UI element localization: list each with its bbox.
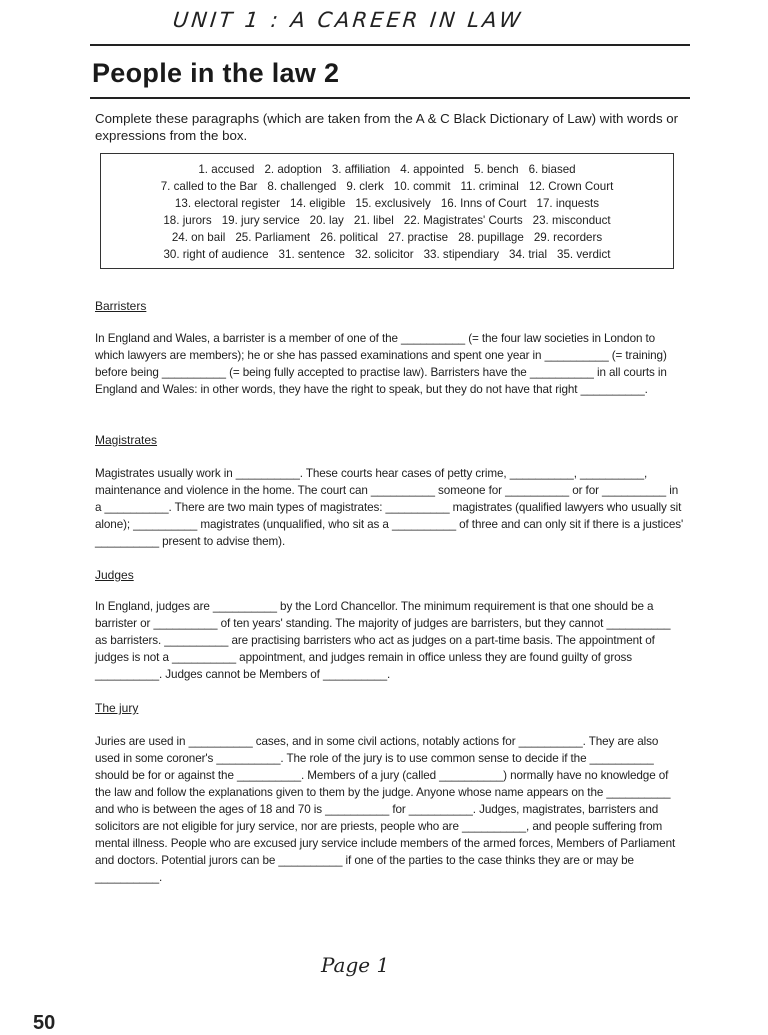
word-box-line xyxy=(105,178,669,195)
top-rule xyxy=(90,44,690,46)
word-box-item: 16. Inns of Court xyxy=(440,197,527,210)
word-box-item: 17. inquests xyxy=(536,197,600,210)
word-box-item: 4. appointed xyxy=(400,163,465,176)
word-box-line xyxy=(105,229,669,246)
paragraph-magistrates: Magistrates usually work in __________. These courts hear cases of petty crime, __________, __________, maintenance and violence in the home. The court can __________ someone for __________ or for __________ in a __________. There are two main types of magistrates: __________ magistrates (qualified lawyers who usually sit alone); __________ magistrates (unqualified, who sit as a __________ of three and can only sit if there is a justices' __________ present to advise them). xyxy=(95,467,684,548)
word-box-item: 31. sentence xyxy=(278,248,345,261)
word-box-item: 10. commit xyxy=(393,180,451,193)
word-box-item: 20. lay xyxy=(309,214,344,227)
word-box-item: 12. Crown Court xyxy=(528,180,614,193)
word-box-item: 35. verdict xyxy=(557,248,611,261)
instructions: Complete these paragraphs (which are taken from the A & C Black Dictionary of Law) with words or expressions from the box. xyxy=(95,111,679,143)
paragraph-judges: In England, judges are __________ by the Lord Chancellor. The minimum requirement is that one should be a barrister or __________ of ten years' standing. The majority of judges are barristers, but they cannot __________ as barristers. __________ are practising barristers who act as judges on a part-time basis. The appointment of judges is not a __________ appointment, and judges remain in office unless they are found guilty of gross __________. Judges cannot be Members of __________. xyxy=(95,600,671,681)
paragraph-jury: Juries are used in __________ cases, and in some civil actions, notably actions for __________. They are also used in some coroner's __________. The role of the jury is to use common sense to decide if the __________ should be for or against the __________. Members of a jury (called __________) normally have no knowledge of the law and follow the explanations given to them by the judge. Anyone whose name appears on the __________ and who is between the ages of 18 and 70 is __________ for __________. Judges, magistrates, barristers and solicitors are not eligible for jury service, nor are priests, people who are __________, and people suffering from mental illness. People who are excused jury service include members of the armed forces, Members of Parliament and doctors. Potential jurors can be __________ if one of the parties to the case thinks they are or may be __________. xyxy=(95,735,676,884)
word-box-item: 30. right of audience xyxy=(163,248,269,261)
book-page-number: 50 xyxy=(33,1012,56,1034)
word-box-item: 23. misconduct xyxy=(532,214,611,227)
word-box-item: 9. clerk xyxy=(346,180,384,193)
word-box-item: 5. bench xyxy=(474,163,519,176)
word-box-item: 19. jury service xyxy=(221,214,300,227)
word-box-item: 3. affiliation xyxy=(331,163,391,176)
word-box-item: 6. biased xyxy=(528,163,576,176)
word-box-item: 32. solicitor xyxy=(354,248,414,261)
word-box-item: 7. called to the Bar xyxy=(160,180,258,193)
word-box-item: 28. pupillage xyxy=(458,231,524,244)
word-box-item: 33. stipendiary xyxy=(423,248,499,261)
word-box-item: 15. exclusively xyxy=(355,197,431,210)
word-box-line xyxy=(105,161,669,178)
word-box-item: 8. challenged xyxy=(267,180,337,193)
word-box-item: 14. eligible xyxy=(289,197,346,210)
word-box-item: 11. criminal xyxy=(460,180,519,193)
section-heading-jury: The jury xyxy=(95,701,139,715)
section-heading-barristers: Barristers xyxy=(95,299,147,313)
word-box-line xyxy=(105,212,669,229)
handwritten-page-label: Page 1 xyxy=(321,953,390,977)
word-box-item: 1. accused xyxy=(198,163,255,176)
word-box-line xyxy=(105,195,669,212)
word-box-line xyxy=(105,246,669,263)
word-box xyxy=(100,153,674,269)
word-box-item: 24. on bail xyxy=(171,231,226,244)
paragraph-barristers: In England and Wales, a barrister is a member of one of the __________ (= the four law societies in London to which lawyers are members); he or she has passed examinations and spent one year in __________ (= training) before being __________ (= being fully accepted to practise law). Barristers have the __________ in all courts in England and Wales: in other words, they have the right to speak, but they do not have that right __________. xyxy=(95,332,667,396)
word-box-item: 18. jurors xyxy=(163,214,212,227)
word-box-item: 34. trial xyxy=(509,248,548,261)
handwritten-unit-title: UNIT 1 : A CAREER IN LAW xyxy=(171,8,525,32)
title-rule xyxy=(90,97,690,99)
word-box-item: 22. Magistrates' Courts xyxy=(403,214,523,227)
section-heading-judges: Judges xyxy=(95,568,134,582)
section-heading-magistrates: Magistrates xyxy=(95,433,158,447)
word-box-item: 21. libel xyxy=(353,214,394,227)
word-box-item: 2. adoption xyxy=(264,163,322,176)
word-box-item: 29. recorders xyxy=(533,231,603,244)
word-box-item: 25. Parliament xyxy=(235,231,311,244)
word-box-item: 13. electoral register xyxy=(174,197,280,210)
word-box-item: 26. political xyxy=(320,231,379,244)
word-box-item: 27. practise xyxy=(388,231,449,244)
page-title: People in the law 2 xyxy=(92,58,340,88)
